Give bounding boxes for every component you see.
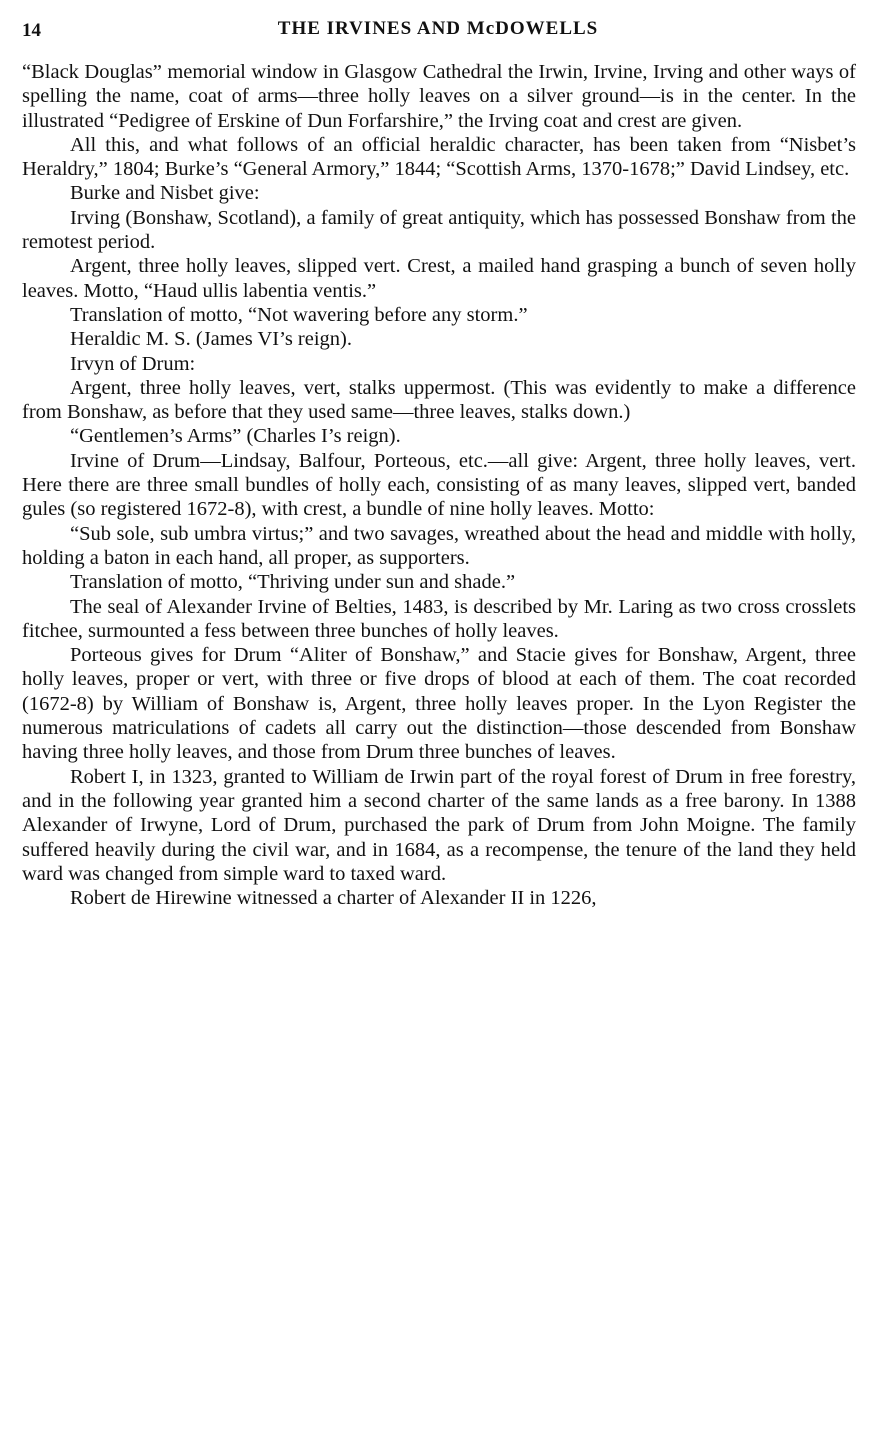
paragraph-9: Argent, three holly leaves, vert, stalks uppermost. (This was evidently to make a difference from Bonshaw, as before that they used same—three leaves, stalks down.) bbox=[22, 376, 856, 424]
paragraph-3: Burke and Nisbet give: bbox=[70, 182, 260, 205]
page-number: 14 bbox=[22, 20, 41, 41]
paragraph-14: The seal of Alexander Irvine of Belties, 1483, is described by Mr. Laring as two cross crosslets fitchee, surmounted a fess between three bunches of holly leaves. bbox=[22, 595, 856, 642]
paragraph-10: “Gentlemen’s Arms” (Charles I’s reign). bbox=[70, 425, 401, 448]
running-header bbox=[22, 14, 854, 44]
running-title: THE IRVINES AND McDOWELLS bbox=[277, 18, 599, 39]
paragraph-4: Irving (Bonshaw, Scotland), a family of great antiquity, which has possessed Bonshaw from the remotest period. bbox=[22, 206, 856, 254]
paragraph-13: Translation of motto, “Thriving under sun and shade.” bbox=[70, 571, 516, 594]
paragraph-12: “Sub sole, sub umbra virtus;” and two savages, wreathed about the head and middle with holly, holding a baton in each hand, all proper, as supporters. bbox=[22, 522, 856, 569]
paragraph-5: Argent, three holly leaves, slipped vert. Crest, a mailed hand grasping a bunch of seven holly leaves. Motto, “Haud ullis labentia ventis.” bbox=[22, 255, 856, 302]
paragraph-16: Robert I, in 1323, granted to William de Irwin part of the royal forest of Drum in free forestry, and in the following year granted him a second charter of the same lands as a free barony. In 1388 Alexander of Irwyne, Lord of Drum, purchased the park of Drum from John Moigne. The family suffered heavily during the civil war, and in 1684, as a recompense, the tenure of the land they held ward was changed from simple ward to taxed ward. bbox=[22, 765, 856, 885]
paragraph-2: All this, and what follows of an official heraldic character, has been taken from “Nisbet’s Heraldry,” 1804; Burke’s “General Armory,” 1844; “Scottish Arms, 1370-1678;” David Lindsey, etc. bbox=[22, 133, 856, 181]
paragraph-6: Translation of motto, “Not wavering before any storm.” bbox=[70, 303, 528, 326]
paragraph-8: Irvyn of Drum: bbox=[70, 352, 196, 375]
body-text bbox=[22, 60, 856, 910]
paragraph-7: Heraldic M. S. (James VI’s reign). bbox=[70, 328, 353, 351]
paragraph-11: Irvine of Drum—Lindsay, Balfour, Porteous, etc.—all give: Argent, three holly leaves, vert. Here there are three small bundles of holly each, consisting of as many leaves, slipped vert, banded gules (so registered 1672-8), with crest, a bundle of nine holly leaves. Motto: bbox=[22, 449, 856, 521]
paragraph-15: Porteous gives for Drum “Aliter of Bonshaw,” and Stacie gives for Bonshaw, Argent, three holly leaves, proper or vert, with three or five drops of blood at each of them. The coat recorded (1672-8) by William of Bonshaw is, Argent, three holly leaves proper. In the Lyon Register the numerous matriculations of cadets all carry out the distinction—those descended from Bonshaw having three holly leaves, and those from Drum three bunches of leaves. bbox=[22, 644, 856, 764]
paragraph-17: Robert de Hirewine witnessed a charter of Alexander II in 1226, bbox=[70, 887, 597, 910]
paragraph-1: “Black Douglas” memorial window in Glasgow Cathedral the Irwin, Irvine, Irving and other ways of spelling the name, coat of arms—three holly leaves on a silver ground—is in the center. In the illustrated “Pedigree of Erskine of Dun Forfarshire,” the Irving coat and crest are given. bbox=[22, 61, 856, 132]
